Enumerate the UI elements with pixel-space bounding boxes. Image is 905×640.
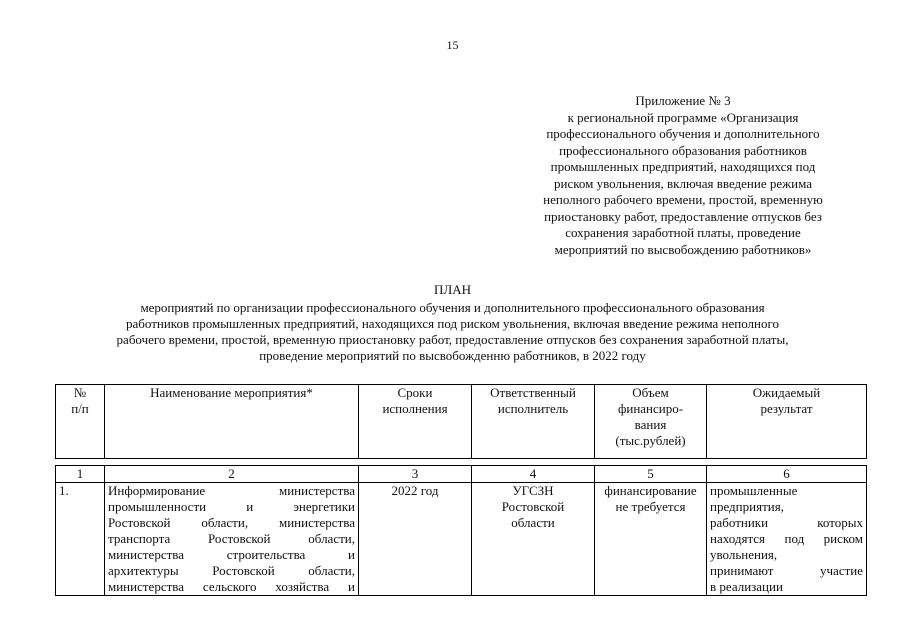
appendix-line: сохранения заработной платы, проведение [565,225,801,240]
header-cell-number: № п/п [56,385,105,459]
plan-subtitle-line: проведение мероприятий по высвобожденню работников, в 2022 году [259,348,646,363]
header-cell-funding: Объем финансиро- вания (тыс.рублей) [595,385,707,459]
appendix-line: профессионального образования работников [559,142,807,158]
row-funding: финансирование не требуется [595,483,707,596]
appendix-line: мероприятий по высвобождению работников» [554,241,812,257]
row-result: промышленные предприятия, работники которых находятся под риском увольнения, принимают участие в реализации [707,483,867,596]
header-cell-term: Сроки исполнения [359,385,472,459]
column-number: 3 [359,466,472,483]
header-cell-name: Наименование мероприятия* [105,385,359,459]
appendix-line: промышленных предприятий, находящихся под [550,159,816,174]
appendix-line: риском увольнения, включая введение режима [554,175,812,191]
plan-subtitle-line: работников промышленных предприятий, находящихся под риском увольнения, включая введение режима неполного [125,316,779,331]
plan-table-body [55,465,867,596]
page-number: 15 [446,38,459,52]
row-executor: УГСЗН Ростовской области [472,483,595,596]
header-cell-executor: Ответственный исполнитель [472,385,595,459]
column-number: 1 [56,466,105,483]
column-number-row [56,466,867,483]
appendix-line: приостановку работ, предоставление отпусков без [544,208,822,224]
plan-subtitle-line: мероприятий по организации профессионального обучения и дополнительного профессионального образования [140,300,765,315]
plan-subtitle-line: рабочего времени, простой, временную приостановку работ, предоставление отпусков без сохранения заработной платы, [116,332,789,347]
column-number: 4 [472,466,595,483]
column-number: 6 [707,466,867,483]
plan-title: ПЛАН [434,282,471,297]
appendix-line: неполного рабочего времени, простой, временную [543,192,823,207]
appendix-line: к региональной программе «Организация [567,109,799,125]
column-number: 5 [595,466,707,483]
column-number: 2 [105,466,359,483]
appendix-note [500,93,866,258]
row-number: 1. [56,483,105,596]
header-cell-result: Ожидаемый результат [707,385,867,459]
appendix-line: Приложение № 3 [635,93,731,108]
plan-subtitle [40,300,865,364]
row-activity-name: Информирование министерства промышленности и энергетики Ростовской области, министерства транспорта Ростовской области, министерства строительства и архитектуры Ростовской области, министерства сельского хозяйства и [105,483,359,596]
row-term: 2022 год [359,483,472,596]
table-row [56,483,867,596]
plan-table-header [55,384,867,459]
appendix-line: профессионального обучения и дополнительного [546,126,820,141]
